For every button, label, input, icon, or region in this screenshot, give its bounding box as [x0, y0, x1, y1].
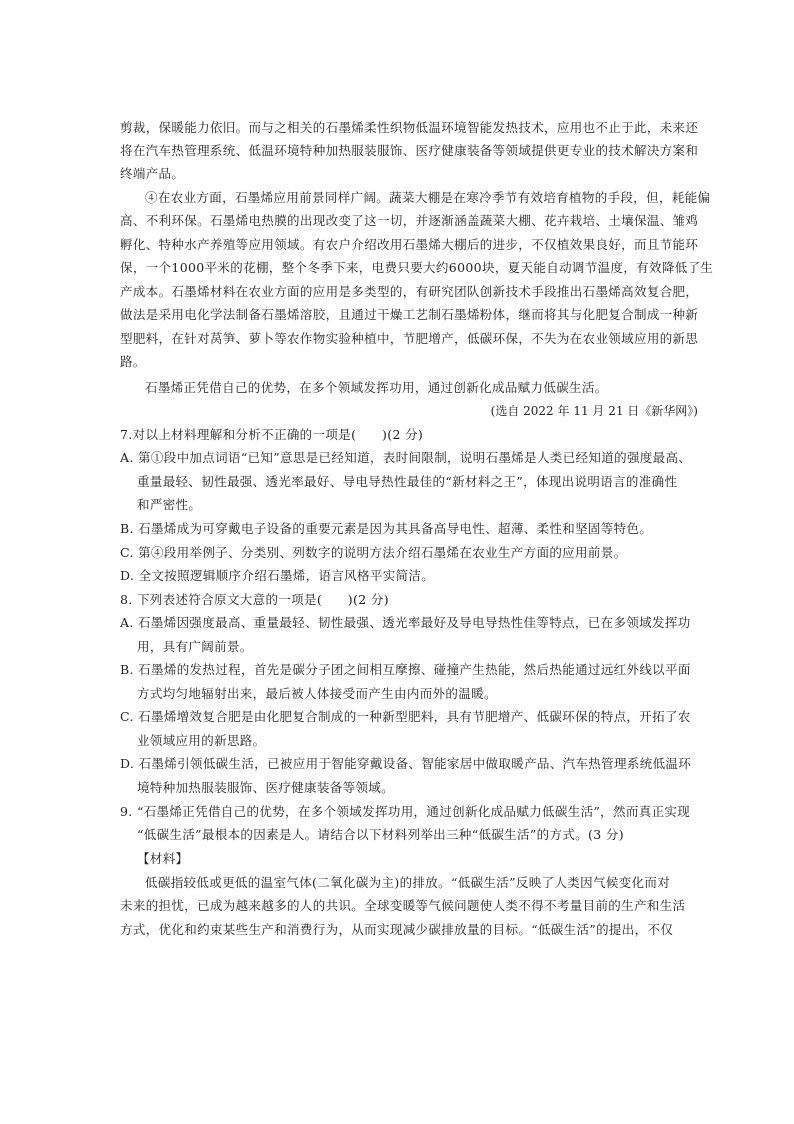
- q7-option-d: D. 全文按照逻辑顺序介绍石墨烯，语言风格平实简洁。: [120, 568, 435, 583]
- q9-material-label: 【材料】: [137, 851, 189, 866]
- q7-option-a-line-1: A. 第①段中加点词语“已知”意思是已经知道，表时间限制，说明石墨烯是人类已经知道的强度最高、: [120, 450, 692, 465]
- para-continue-line-1: 剪裁，保暖能力依旧。而与之相关的石墨烯柔性织物低温环境智能发热技术，应用也不止于此，未来还: [120, 120, 699, 135]
- para4-line-3: 孵化、特种水产养殖等应用领域。有农户介绍改用石墨烯大棚后的进步，不仅植效果良好，而且节能环: [120, 237, 699, 252]
- para4-line-8: 路。: [120, 354, 146, 369]
- source-citation: (选自 2022 年 11 月 21 日《新华网》): [490, 404, 698, 418]
- para4-line-6: 做法是采用电化学法制备石墨烯溶胶，且通过干燥工艺制石墨烯粉体，继而将其与化肥复合制成一种新: [120, 307, 699, 322]
- q8-option-d-line-2: 境特种加热服装服饰、医疗健康装备等领域。: [137, 780, 395, 795]
- q9-stem-line-2: “低碳生活”最根本的因素是人。请结合以下材料列举出三种“低碳生活”的方式。(3 分): [137, 827, 624, 842]
- q9-material-line-1: 低碳指较低或更低的温室气体(二氧化碳为主)的排放。“低碳生活”反映了人类因气候变化而对: [145, 875, 671, 890]
- para4-line-7: 型肥料，在针对莴笋、萝卜等农作物实验种植中，节肥增产，低碳环保，不失为在农业领域应用的新思: [120, 331, 699, 346]
- para-continue-line-2: 将在汽车热管理系统、低温环境特种加热服装服饰、医疗健康装备等领域提供更专业的技术解决方案和: [120, 143, 699, 158]
- para5: 石墨烯正凭借自己的优势，在多个领域发挥功用，通过创新化成品赋力低碳生活。: [145, 380, 608, 395]
- para4-line-5: 产成本。石墨烯材料在农业方面的应用是多类型的，有研究团队创新技术手段推出石墨烯高效复合肥，: [120, 284, 699, 299]
- q8-option-c-line-1: C. 石墨烯增效复合肥是由化肥复合制成的一种新型肥料，具有节肥增产、低碳环保的特点，开拓了农: [120, 709, 691, 724]
- q8-stem: 8. 下列表述符合原文大意的一项是( )(2 分): [120, 592, 389, 607]
- q8-option-d-line-1: D. 石墨烯引领低碳生活，已被应用于智能穿戴设备、智能家居中做取暖产品、汽车热管理系统低温环: [120, 756, 692, 771]
- para-continue-line-3: 终端产品。: [120, 166, 185, 181]
- q7-option-a-line-3: 和严密性。: [137, 497, 202, 512]
- q9-stem-line-1: 9. “石墨烯正凭借自己的优势，在多个领域发挥功用，通过创新化成品赋力低碳生活”，然而真正实现: [120, 804, 691, 819]
- para4-line-1: ④在农业方面，石墨烯应用前景同样广阔。蔬菜大棚是在寒冷季节有效培育植物的手段，但，耗能偏: [145, 190, 711, 205]
- q7-option-a-line-2: 重量最轻、韧性最强、透光率最好、导电导热性最佳的“新材料之王”，体现出说明语言的准确性: [137, 474, 678, 489]
- q8-option-c-line-2: 业领域应用的新思路。: [137, 733, 266, 748]
- q8-option-a-line-1: A. 石墨烯因强度最高、重量最轻、韧性最强、透光率最好及导电导热性佳等特点，已在多领域发挥功: [120, 615, 691, 630]
- q7-stem: 7.对以上材料理解和分析不正确的一项是( )(2 分): [120, 427, 424, 442]
- q8-option-b-line-2: 方式均匀地辐射出来，最后被人体接受而产生由内而外的温暖。: [137, 686, 497, 701]
- q8-option-a-line-2: 用，具有广阔前景。: [137, 639, 253, 654]
- para4-line-2: 高、不利环保。石墨烯电热膜的出现改变了这一切，并逐渐涵盖蔬菜大棚、花卉栽培、土壤保温、雏鸡: [120, 213, 699, 228]
- para4-line-4: 保，一个1000平米的花棚，整个冬季下来，电费只要大约6000块，夏天能自动调节温度，有效降低了生: [120, 260, 714, 275]
- q8-option-b-line-1: B. 石墨烯的发热过程，首先是碳分子团之间相互摩擦、碰撞产生热能，然后热能通过远红外线以平面: [120, 662, 691, 677]
- q9-material-line-3: 方式，优化和约束某些生产和消费行为，从而实现减少碳排放量的目标。“低碳生活”的提出，不仅: [120, 922, 674, 937]
- q9-material-line-2: 未来的担忧，已成为越来越多的人的共识。全球变暖等气候问题使人类不得不考量目前的生产和生活: [120, 898, 686, 913]
- q7-option-c: C. 第④段用举例子、分类别、列数字的说明方法介绍石墨烯在农业生产方面的应用前景。: [120, 545, 627, 560]
- q7-option-b: B. 石墨烯成为可穿戴电子设备的重要元素是因为其具备高导电性、超薄、柔性和坚固等特色。: [120, 521, 653, 536]
